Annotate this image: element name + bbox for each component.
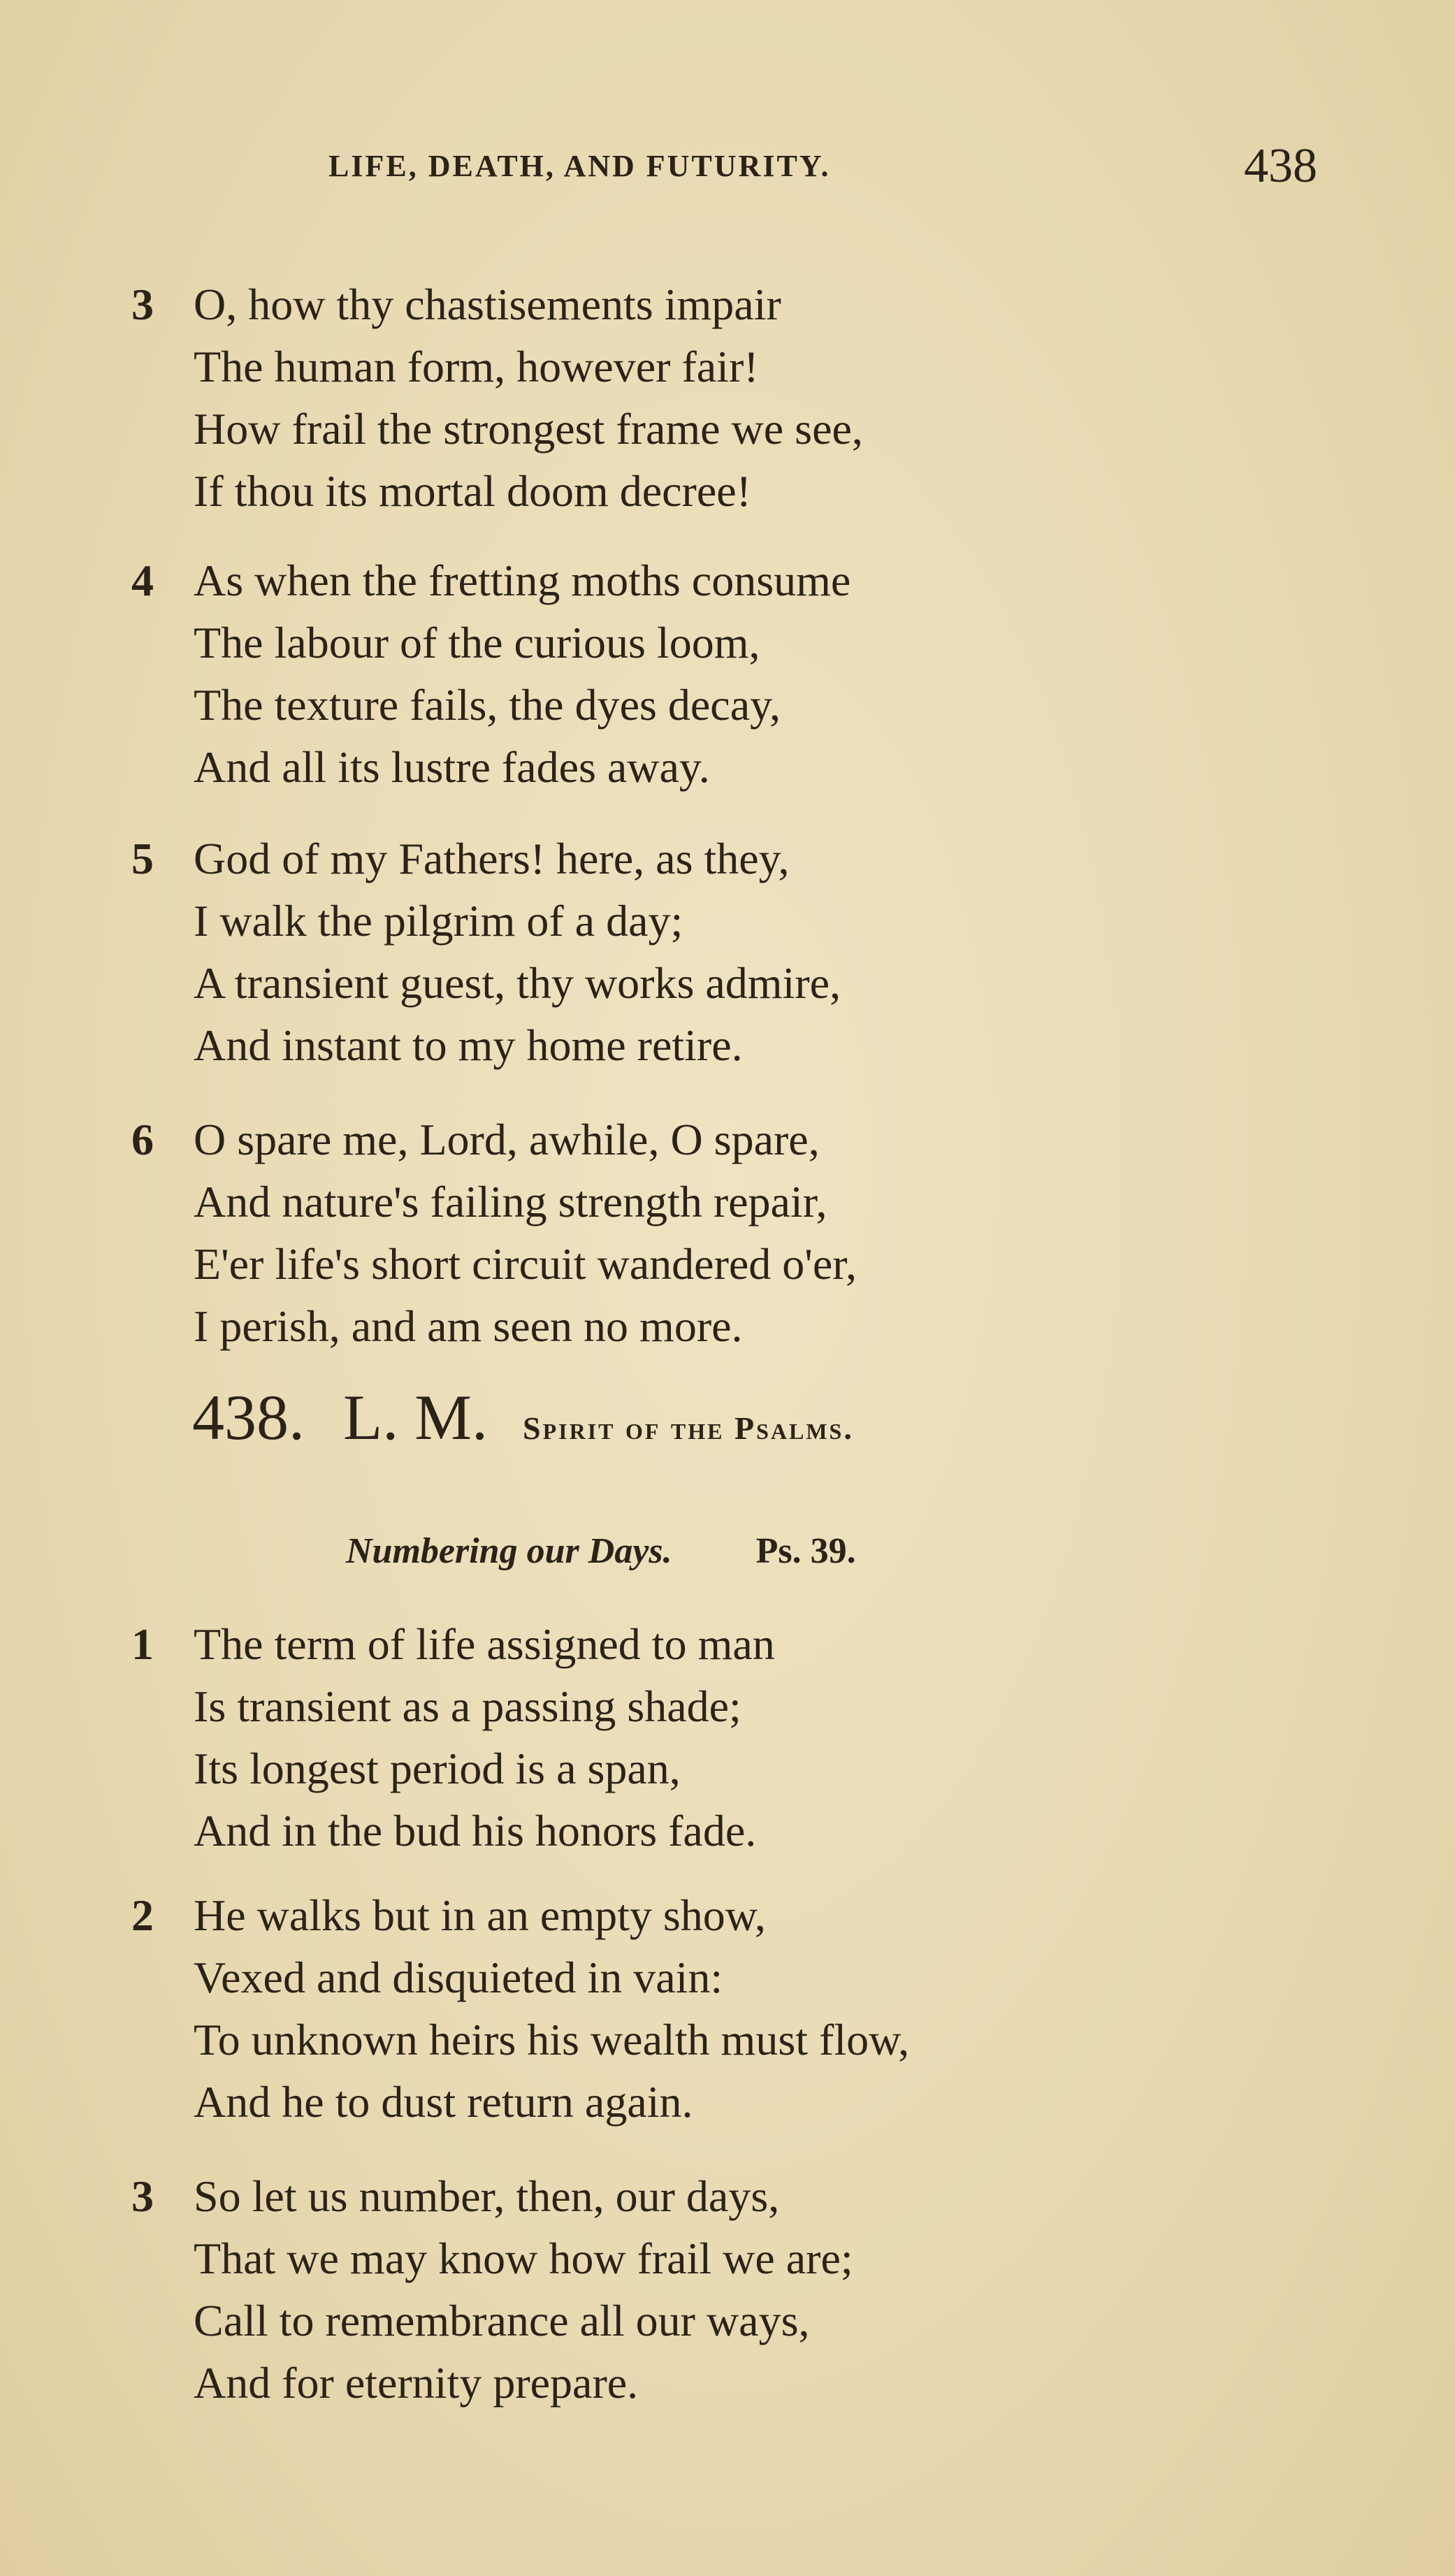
- verse-line: A transient guest, thy works admire,: [194, 958, 841, 1008]
- verse-line: The term of life assigned to man: [194, 1619, 775, 1669]
- running-title: LIFE, DEATH, AND FUTURITY.: [328, 149, 831, 183]
- verse-line: The human form, however fair!: [194, 342, 759, 391]
- verse-line: Vexed and disquieted in vain:: [194, 1953, 723, 2002]
- hymn-title: Numbering our Days.: [346, 1531, 672, 1571]
- verse-line: To unknown heirs his wealth must flow,: [194, 2015, 910, 2064]
- page-number: 438: [1244, 139, 1317, 193]
- verse-line: And he to dust return again.: [194, 2077, 693, 2127]
- verse-line: So let us number, then, our days,: [194, 2171, 780, 2221]
- verse-line: The texture fails, the dyes decay,: [194, 680, 781, 730]
- stanza-number: 1: [131, 1619, 154, 1669]
- verse-line: Its longest period is a span,: [194, 1744, 681, 1793]
- hymn-source: Spirit of the Psalms.: [523, 1410, 854, 1446]
- stanza: [131, 2165, 853, 2414]
- stanza: [131, 1613, 775, 1862]
- stanza-number: 5: [131, 834, 154, 883]
- stanza-number: 2: [131, 1890, 154, 1940]
- verse-line: He walks but in an empty show,: [194, 1890, 766, 1940]
- verse-line: And all its lustre fades away.: [194, 742, 710, 792]
- verse-line: Call to remembrance all our ways,: [194, 2296, 810, 2345]
- stanza: [131, 549, 850, 798]
- stanza-number: 4: [131, 556, 154, 605]
- stanza: [131, 1884, 909, 2133]
- verse-line: If thou its mortal doom decree!: [194, 466, 751, 516]
- hymn-number: 438.: [192, 1382, 305, 1453]
- verse-line: E'er life's short circuit wandered o'er,: [194, 1239, 857, 1289]
- stanza-number: 6: [131, 1115, 154, 1164]
- stanza: [131, 827, 841, 1076]
- verse-line: O spare me, Lord, awhile, O spare,: [194, 1115, 820, 1164]
- verse-line: I walk the pilgrim of a day;: [194, 896, 683, 946]
- scripture-reference: Ps. 39.: [755, 1531, 856, 1571]
- verse-line: And instant to my home retire.: [194, 1020, 743, 1070]
- verse-line: That we may know how frail we are;: [194, 2234, 853, 2283]
- stanza-number: 3: [131, 280, 154, 329]
- verse-line: As when the fretting moths consume: [194, 556, 851, 605]
- verse-line: The labour of the curious loom,: [194, 618, 760, 667]
- hymn-meter: L. M.: [343, 1382, 488, 1453]
- verse-line: And for eternity prepare.: [194, 2358, 639, 2408]
- stanza-number: 3: [131, 2171, 154, 2221]
- hymn-subtitle: [346, 1531, 856, 1572]
- verse-line: And in the bud his honors fade.: [194, 1806, 757, 1855]
- verse-line: How frail the strongest frame we see,: [194, 404, 863, 454]
- verse-line: Is transient as a passing shade;: [194, 1681, 741, 1731]
- verse-line: O, how thy chastisements impair: [194, 280, 781, 329]
- verse-line: God of my Fathers! here, as they,: [194, 834, 790, 883]
- stanza: [131, 1108, 857, 1357]
- stanza: [131, 273, 863, 522]
- verse-line: And nature's failing strength repair,: [194, 1177, 827, 1227]
- verse-line: I perish, and am seen no more.: [194, 1301, 743, 1351]
- hymn-438-heading: [192, 1380, 854, 1454]
